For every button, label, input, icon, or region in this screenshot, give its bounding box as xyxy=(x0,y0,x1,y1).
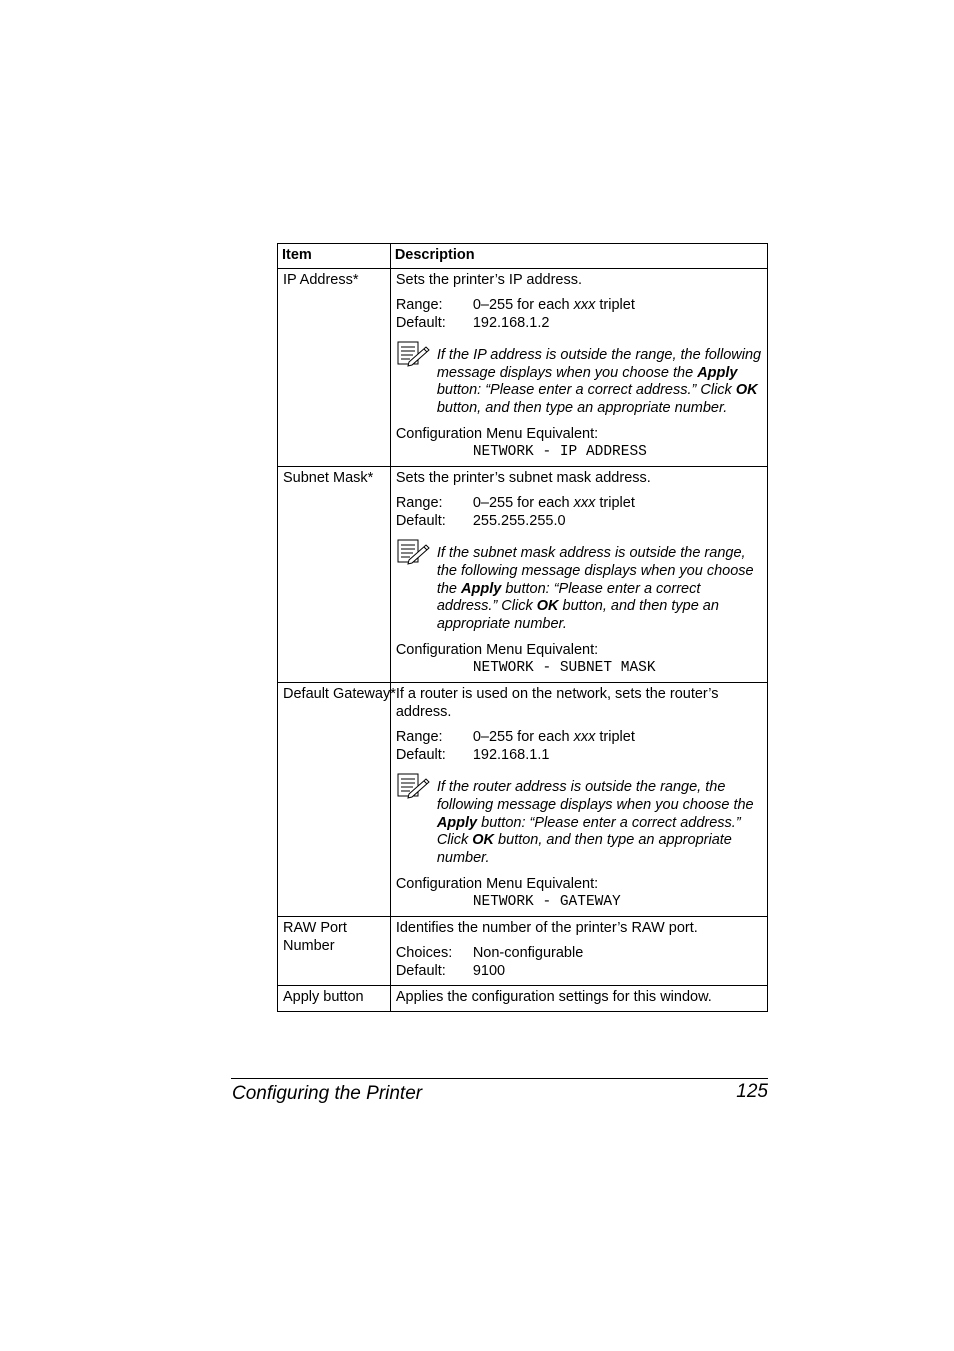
header-item: Item xyxy=(278,244,391,269)
choices-line: Choices: Non-configurable xyxy=(395,945,584,962)
settings-table xyxy=(277,243,768,1012)
row-description xyxy=(390,683,767,917)
config-menu-value: NETWORK - SUBNET MASK xyxy=(472,660,656,677)
config-menu-value: NETWORK - GATEWAY xyxy=(472,894,621,911)
note-block xyxy=(396,773,762,867)
config-menu-value: NETWORK - IP ADDRESS xyxy=(472,444,647,461)
desc-text: Identifies the number of the printer’s RAW port. xyxy=(395,920,698,937)
row-description: Applies the configuration settings for this window. xyxy=(390,986,767,1012)
desc-text: Sets the printer’s subnet mask address. xyxy=(395,470,651,487)
table-row xyxy=(278,917,768,986)
row-item: Default Gateway* xyxy=(278,683,391,917)
row-item: Subnet Mask* xyxy=(278,467,391,683)
desc-text: If a router is used on the network, sets the router’s address. xyxy=(395,686,719,721)
default-line: Default: 9100 xyxy=(395,963,506,980)
table-row xyxy=(278,467,768,683)
page-number: 125 xyxy=(736,1081,768,1102)
row-description xyxy=(390,467,767,683)
note-block xyxy=(396,539,762,633)
table-row xyxy=(278,269,768,467)
default-line: Default: 192.168.1.1 xyxy=(395,747,550,764)
note-pencil-icon xyxy=(396,773,437,797)
row-description xyxy=(390,917,767,986)
footer-title: Configuring the Printer xyxy=(232,1083,423,1104)
footer-rule xyxy=(231,1078,768,1079)
note-block xyxy=(396,341,762,417)
desc-text: Sets the printer’s IP address. xyxy=(395,272,583,288)
config-menu-label: Configuration Menu Equivalent: xyxy=(395,426,599,443)
table-row xyxy=(278,683,768,917)
note-pencil-icon xyxy=(396,341,437,365)
row-item: RAW Port Number xyxy=(278,917,391,986)
note-text: If the subnet mask address is outside the range, the following message displays when you choose the Apply button: “Please enter a correct address.” Click OK button, and then type an appropriate number. xyxy=(436,545,754,632)
range-line: Range: 0–255 for each xxx triplet xyxy=(395,297,635,313)
table-header-row xyxy=(278,244,768,269)
default-line: Default: 192.168.1.2 xyxy=(395,315,550,331)
default-line: Default: 255.255.255.0 xyxy=(395,513,566,530)
table-row xyxy=(278,986,768,1012)
config-menu-label: Configuration Menu Equivalent: xyxy=(395,642,599,659)
row-item: Apply button xyxy=(278,986,391,1012)
note-pencil-icon xyxy=(396,539,437,563)
range-line: Range: 0–255 for each xxx triplet xyxy=(395,495,635,512)
config-menu-label: Configuration Menu Equivalent: xyxy=(395,876,599,893)
note-text: If the router address is outside the range, the following message displays when you choose the Apply button: “Please enter a correct address.” Click OK button, and then type an appropriate number. xyxy=(436,779,754,866)
header-description: Description xyxy=(390,244,767,269)
note-text: If the IP address is outside the range, the following message displays when you choose the Apply button: “Please enter a correct address.” Click OK button, and then type an appropriate number. xyxy=(436,347,762,416)
row-item: IP Address* xyxy=(278,269,391,467)
range-line: Range: 0–255 for each xxx triplet xyxy=(395,729,635,746)
row-description xyxy=(390,269,767,467)
